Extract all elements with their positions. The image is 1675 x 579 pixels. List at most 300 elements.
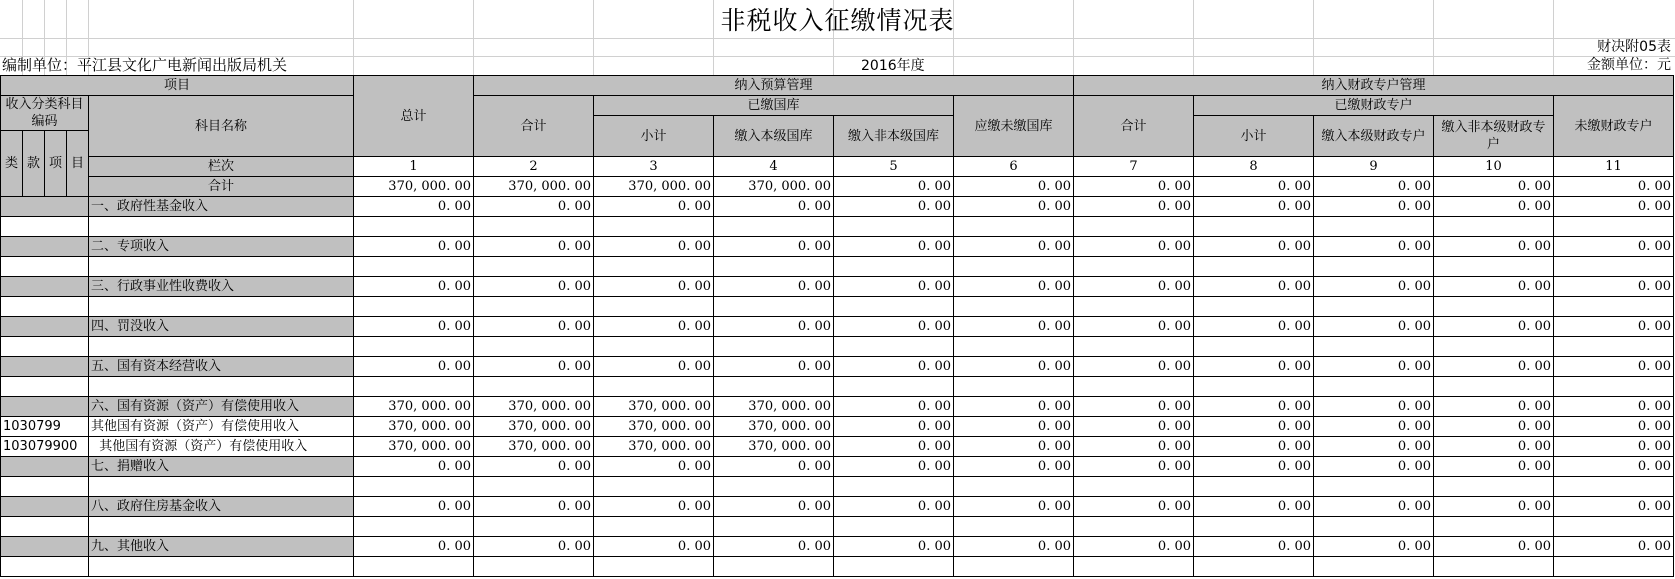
amount-cell: [1434, 477, 1554, 497]
amount-cell: 0. 00: [474, 357, 594, 377]
amount-cell: 0. 00: [714, 197, 834, 217]
amount-cell: 370, 000. 00: [474, 437, 594, 457]
header-col-no-label: 栏次: [89, 157, 354, 177]
amount-cell: [834, 217, 954, 237]
table-row: [1, 537, 1674, 557]
amount-cell: 0. 00: [1434, 397, 1554, 417]
header-row-1: [1, 76, 1674, 96]
header-fiscal-local: 缴入本级财政专户: [1314, 116, 1434, 157]
header-unpaid-fiscal: 未缴财政专户: [1554, 96, 1674, 157]
amount-cell: [1194, 517, 1314, 537]
amount-cell: 0. 00: [1074, 237, 1194, 257]
amount-cell: [1074, 297, 1194, 317]
amount-cell: 0. 00: [1554, 177, 1674, 197]
column-number: 11: [1554, 157, 1674, 177]
row-name: 五、国有资本经营收入: [89, 357, 354, 377]
amount-cell: [1074, 377, 1194, 397]
amount-cell: 0. 00: [954, 497, 1074, 517]
amount-cell: [714, 217, 834, 237]
blank-row: [1, 337, 1674, 357]
amount-cell: [354, 377, 474, 397]
amount-cell: 0. 00: [1314, 317, 1434, 337]
table-row: [1, 357, 1674, 377]
row-code: [1, 317, 89, 337]
header-sub-total: 小计: [594, 116, 714, 157]
row-code: [1, 217, 89, 237]
amount-cell: 0. 00: [1554, 357, 1674, 377]
amount-cell: 0. 00: [1554, 437, 1674, 457]
amount-cell: [354, 517, 474, 537]
amount-cell: 0. 00: [1074, 177, 1194, 197]
amount-cell: 370, 000. 00: [354, 397, 474, 417]
amount-cell: 370, 000. 00: [594, 437, 714, 457]
header-xiang: 项: [45, 131, 67, 197]
amount-cell: 0. 00: [354, 277, 474, 297]
amount-cell: 0. 00: [474, 197, 594, 217]
column-number: 8: [1194, 157, 1314, 177]
amount-cell: 370, 000. 00: [594, 177, 714, 197]
amount-cell: [594, 257, 714, 277]
amount-cell: [714, 257, 834, 277]
amount-cell: [474, 557, 594, 577]
amount-cell: [1434, 297, 1554, 317]
amount-cell: [1194, 257, 1314, 277]
amount-cell: [954, 477, 1074, 497]
amount-cell: 0. 00: [1554, 197, 1674, 217]
amount-cell: [354, 297, 474, 317]
amount-cell: 0. 00: [954, 437, 1074, 457]
amount-cell: 0. 00: [714, 277, 834, 297]
row-name: [89, 377, 354, 397]
header-to-local: 缴入本级国库: [714, 116, 834, 157]
amount-cell: 0. 00: [834, 417, 954, 437]
row-name: 六、国有资源（资产）有偿使用收入: [89, 397, 354, 417]
amount-cell: 0. 00: [1554, 457, 1674, 477]
amount-cell: 0. 00: [474, 317, 594, 337]
amount-cell: [714, 557, 834, 577]
amount-cell: [1194, 297, 1314, 317]
amount-cell: 0. 00: [474, 237, 594, 257]
column-number: 6: [954, 157, 1074, 177]
amount-cell: [594, 477, 714, 497]
amount-cell: 0. 00: [354, 317, 474, 337]
row-name: [89, 337, 354, 357]
row-code: [1, 337, 89, 357]
amount-cell: [474, 517, 594, 537]
header-item: 项目: [1, 76, 354, 96]
amount-cell: [714, 477, 834, 497]
amount-cell: [954, 377, 1074, 397]
amount-cell: 0. 00: [1314, 457, 1434, 477]
header-fiscal-sum: 合计: [1074, 96, 1194, 157]
amount-cell: 0. 00: [834, 237, 954, 257]
amount-cell: 0. 00: [834, 537, 954, 557]
row-name: 九、其他收入: [89, 537, 354, 557]
header-unpaid-treasury: 应缴未缴国库: [954, 96, 1074, 157]
amount-cell: [1434, 557, 1554, 577]
amount-cell: 0. 00: [354, 497, 474, 517]
amount-cell: [1314, 217, 1434, 237]
amount-cell: 0. 00: [1434, 357, 1554, 377]
row-code: [1, 497, 89, 517]
amount-cell: 0. 00: [474, 457, 594, 477]
amount-cell: 0. 00: [834, 437, 954, 457]
row-code: [1, 197, 89, 217]
amount-cell: [474, 337, 594, 357]
row-code: [1, 237, 89, 257]
amount-cell: [834, 517, 954, 537]
header-paid-treasury: 已缴国库: [594, 96, 954, 116]
table-row: [1, 497, 1674, 517]
amount-cell: [1194, 217, 1314, 237]
header-budget-sum: 合计: [474, 96, 594, 157]
amount-cell: 0. 00: [1074, 417, 1194, 437]
amount-cell: 0. 00: [1314, 357, 1434, 377]
compiling-unit: 编制单位：平江县文化广电新闻出版局机关: [2, 56, 288, 74]
amount-cell: [834, 557, 954, 577]
header-paid-fiscal: 已缴财政专户: [1194, 96, 1554, 116]
amount-cell: 0. 00: [954, 357, 1074, 377]
amount-cell: 0. 00: [954, 237, 1074, 257]
amount-cell: 0. 00: [1434, 237, 1554, 257]
amount-cell: [1554, 477, 1674, 497]
header-kuan: 款: [23, 131, 45, 197]
amount-cell: 0. 00: [594, 197, 714, 217]
amount-cell: 370, 000. 00: [474, 397, 594, 417]
amount-cell: 0. 00: [1314, 437, 1434, 457]
amount-cell: [954, 337, 1074, 357]
amount-cell: 0. 00: [1434, 437, 1554, 457]
amount-cell: [1074, 337, 1194, 357]
amount-cell: [474, 257, 594, 277]
amount-cell: [354, 557, 474, 577]
amount-cell: 0. 00: [954, 457, 1074, 477]
amount-cell: 0. 00: [1314, 417, 1434, 437]
amount-cell: 0. 00: [714, 457, 834, 477]
amount-cell: 0. 00: [954, 417, 1074, 437]
amount-cell: [1554, 257, 1674, 277]
amount-cell: 0. 00: [474, 277, 594, 297]
amount-cell: 0. 00: [1194, 537, 1314, 557]
amount-cell: 0. 00: [474, 497, 594, 517]
amount-cell: [1074, 557, 1194, 577]
amount-cell: [1554, 217, 1674, 237]
row-code: [1, 557, 89, 577]
row-name: [89, 517, 354, 537]
amount-cell: 0. 00: [1434, 497, 1554, 517]
amount-cell: 0. 00: [1194, 317, 1314, 337]
amount-cell: [1194, 477, 1314, 497]
amount-cell: [1314, 297, 1434, 317]
amount-cell: 0. 00: [954, 277, 1074, 297]
row-code: [1, 517, 89, 537]
amount-cell: 0. 00: [1314, 497, 1434, 517]
amount-cell: 0. 00: [834, 397, 954, 417]
column-number: 4: [714, 157, 834, 177]
amount-cell: 0. 00: [1194, 277, 1314, 297]
blank-row: [1, 477, 1674, 497]
amount-cell: [834, 377, 954, 397]
amount-cell: [1314, 257, 1434, 277]
row-code: [1, 357, 89, 377]
row-name: 其他国有资源（资产）有偿使用收入: [89, 417, 354, 437]
row-code: [1, 377, 89, 397]
amount-cell: 0. 00: [354, 457, 474, 477]
amount-cell: 0. 00: [354, 357, 474, 377]
amount-cell: [1074, 477, 1194, 497]
amount-cell: 0. 00: [834, 357, 954, 377]
amount-cell: 0. 00: [954, 317, 1074, 337]
amount-cell: 0. 00: [714, 357, 834, 377]
amount-cell: [834, 257, 954, 277]
row-name: 其他国有资源（资产）有偿使用收入: [89, 437, 354, 457]
blank-row: [1, 557, 1674, 577]
row-name: 七、捐赠收入: [89, 457, 354, 477]
header-fiscal-group: 纳入财政专户管理: [1074, 76, 1674, 96]
header-total: 总计: [354, 76, 474, 157]
amount-cell: 0. 00: [1554, 237, 1674, 257]
amount-cell: 0. 00: [594, 537, 714, 557]
amount-cell: 0. 00: [1434, 417, 1554, 437]
amount-cell: 370, 000. 00: [354, 177, 474, 197]
report-title: 非税收入征缴情况表: [720, 6, 955, 35]
amount-cell: 0. 00: [1434, 317, 1554, 337]
amount-cell: 0. 00: [1194, 417, 1314, 437]
column-number-row: [1, 157, 1674, 177]
row-name: 一、政府性基金收入: [89, 197, 354, 217]
column-number: 5: [834, 157, 954, 177]
amount-cell: 0. 00: [834, 317, 954, 337]
amount-cell: 0. 00: [834, 497, 954, 517]
amount-cell: 0. 00: [1434, 457, 1554, 477]
amount-cell: 0. 00: [1554, 417, 1674, 437]
header-fiscal-sub-total: 小计: [1194, 116, 1314, 157]
row-name: 三、行政事业性收费收入: [89, 277, 354, 297]
blank-row: [1, 517, 1674, 537]
amount-cell: 0. 00: [1194, 457, 1314, 477]
amount-cell: [834, 297, 954, 317]
amount-cell: 0. 00: [354, 197, 474, 217]
amount-cell: 370, 000. 00: [714, 397, 834, 417]
amount-cell: 0. 00: [1554, 277, 1674, 297]
amount-cell: [354, 257, 474, 277]
amount-cell: 0. 00: [1314, 197, 1434, 217]
amount-cell: [1074, 517, 1194, 537]
amount-cell: 0. 00: [594, 317, 714, 337]
table-row: [1, 277, 1674, 297]
amount-cell: 0. 00: [1074, 457, 1194, 477]
amount-cell: [474, 217, 594, 237]
amount-cell: 0. 00: [1074, 197, 1194, 217]
report-year: 2016年度: [861, 58, 925, 74]
amount-cell: [1434, 517, 1554, 537]
amount-cell: 370, 000. 00: [354, 417, 474, 437]
row-code: [1, 537, 89, 557]
amount-cell: [1434, 257, 1554, 277]
row-code: 1030799: [1, 417, 89, 437]
amount-cell: 0. 00: [1554, 397, 1674, 417]
amount-cell: 0. 00: [1074, 497, 1194, 517]
header-to-nonlocal: 缴入非本级国库: [834, 116, 954, 157]
header-budget-group: 纳入预算管理: [474, 76, 1074, 96]
table-row: [1, 397, 1674, 417]
amount-cell: 0. 00: [594, 457, 714, 477]
amount-cell: [354, 477, 474, 497]
row-name: 合计: [89, 177, 354, 197]
blank-row: [1, 257, 1674, 277]
amount-cell: 0. 00: [954, 197, 1074, 217]
amount-cell: 370, 000. 00: [474, 417, 594, 437]
amount-cell: 0. 00: [1314, 537, 1434, 557]
table-row: [1, 197, 1674, 217]
header-lei: 类: [1, 131, 23, 197]
amount-cell: 0. 00: [954, 177, 1074, 197]
amount-cell: 0. 00: [1434, 277, 1554, 297]
amount-cell: 0. 00: [1194, 397, 1314, 417]
row-name: [89, 217, 354, 237]
amount-cell: [474, 377, 594, 397]
amount-unit: 金额单位：元: [1587, 57, 1671, 73]
row-name: [89, 257, 354, 277]
table-number: 财决附05表: [1597, 39, 1671, 55]
row-name: 二、专项收入: [89, 237, 354, 257]
amount-cell: 0. 00: [1074, 397, 1194, 417]
amount-cell: 370, 000. 00: [354, 437, 474, 457]
amount-cell: [954, 257, 1074, 277]
amount-cell: 0. 00: [1314, 397, 1434, 417]
table-row: [1, 317, 1674, 337]
non-tax-revenue-table: [0, 75, 1674, 577]
amount-cell: [474, 297, 594, 317]
header-fiscal-nonlocal: 缴入非本级财政专户: [1434, 116, 1554, 157]
header-mu: 目: [67, 131, 89, 197]
blank-row: [1, 377, 1674, 397]
table-row: [1, 237, 1674, 257]
table-row: [1, 457, 1674, 477]
column-number: 2: [474, 157, 594, 177]
amount-cell: [1554, 377, 1674, 397]
amount-cell: [1194, 557, 1314, 577]
row-code: [1, 257, 89, 277]
amount-cell: [354, 337, 474, 357]
amount-cell: [594, 337, 714, 357]
amount-cell: 0. 00: [834, 177, 954, 197]
amount-cell: 0. 00: [714, 537, 834, 557]
amount-cell: 370, 000. 00: [714, 417, 834, 437]
row-code: [1, 457, 89, 477]
amount-cell: [594, 517, 714, 537]
amount-cell: [1194, 337, 1314, 357]
amount-cell: [1314, 337, 1434, 357]
amount-cell: [1314, 377, 1434, 397]
amount-cell: 0. 00: [1074, 357, 1194, 377]
amount-cell: [1194, 377, 1314, 397]
row-name: 四、罚没收入: [89, 317, 354, 337]
blank-row: [1, 217, 1674, 237]
column-number: 3: [594, 157, 714, 177]
amount-cell: [714, 337, 834, 357]
amount-cell: 0. 00: [474, 537, 594, 557]
amount-cell: 0. 00: [594, 357, 714, 377]
amount-cell: 0. 00: [1074, 537, 1194, 557]
amount-cell: [1434, 217, 1554, 237]
amount-cell: 0. 00: [714, 317, 834, 337]
amount-cell: 0. 00: [354, 237, 474, 257]
header-code: 收入分类科目编码: [1, 96, 89, 131]
amount-cell: 0. 00: [1194, 177, 1314, 197]
column-number: 10: [1434, 157, 1554, 177]
column-number: 1: [354, 157, 474, 177]
amount-cell: 0. 00: [1194, 197, 1314, 217]
amount-cell: 0. 00: [834, 197, 954, 217]
amount-cell: [1314, 517, 1434, 537]
amount-cell: [714, 377, 834, 397]
column-number: 7: [1074, 157, 1194, 177]
amount-cell: [354, 217, 474, 237]
amount-cell: [594, 297, 714, 317]
row-name: [89, 297, 354, 317]
amount-cell: [954, 517, 1074, 537]
amount-cell: [1314, 477, 1434, 497]
amount-cell: [1554, 337, 1674, 357]
amount-cell: 0. 00: [1314, 177, 1434, 197]
amount-cell: 0. 00: [1434, 177, 1554, 197]
amount-cell: [594, 557, 714, 577]
amount-cell: 0. 00: [954, 537, 1074, 557]
amount-cell: 0. 00: [1194, 437, 1314, 457]
amount-cell: 0. 00: [714, 237, 834, 257]
header-name: 科目名称: [89, 96, 354, 157]
amount-cell: 0. 00: [834, 277, 954, 297]
row-code: [1, 397, 89, 417]
amount-cell: 0. 00: [1434, 197, 1554, 217]
amount-cell: 0. 00: [1434, 537, 1554, 557]
amount-cell: 0. 00: [1194, 237, 1314, 257]
amount-cell: 0. 00: [1554, 497, 1674, 517]
amount-cell: 370, 000. 00: [474, 177, 594, 197]
amount-cell: [1554, 517, 1674, 537]
header-row-2: [1, 96, 1674, 116]
amount-cell: [954, 557, 1074, 577]
amount-cell: [1554, 297, 1674, 317]
amount-cell: [1074, 217, 1194, 237]
row-code: [1, 277, 89, 297]
amount-cell: 370, 000. 00: [594, 397, 714, 417]
amount-cell: 0. 00: [714, 497, 834, 517]
amount-cell: [474, 477, 594, 497]
amount-cell: [594, 217, 714, 237]
amount-cell: 370, 000. 00: [594, 417, 714, 437]
amount-cell: 0. 00: [354, 537, 474, 557]
amount-cell: 370, 000. 00: [714, 177, 834, 197]
amount-cell: 0. 00: [1554, 537, 1674, 557]
amount-cell: [954, 217, 1074, 237]
table-row: [1, 177, 1674, 197]
amount-cell: 0. 00: [594, 237, 714, 257]
amount-cell: 0. 00: [954, 397, 1074, 417]
amount-cell: 0. 00: [1194, 497, 1314, 517]
amount-cell: 0. 00: [1194, 357, 1314, 377]
row-code: [1, 297, 89, 317]
blank-row: [1, 297, 1674, 317]
amount-cell: [714, 297, 834, 317]
table-row: [1, 417, 1674, 437]
row-code: [1, 477, 89, 497]
amount-cell: [1074, 257, 1194, 277]
amount-cell: [954, 297, 1074, 317]
amount-cell: [1434, 337, 1554, 357]
amount-cell: 0. 00: [1554, 317, 1674, 337]
